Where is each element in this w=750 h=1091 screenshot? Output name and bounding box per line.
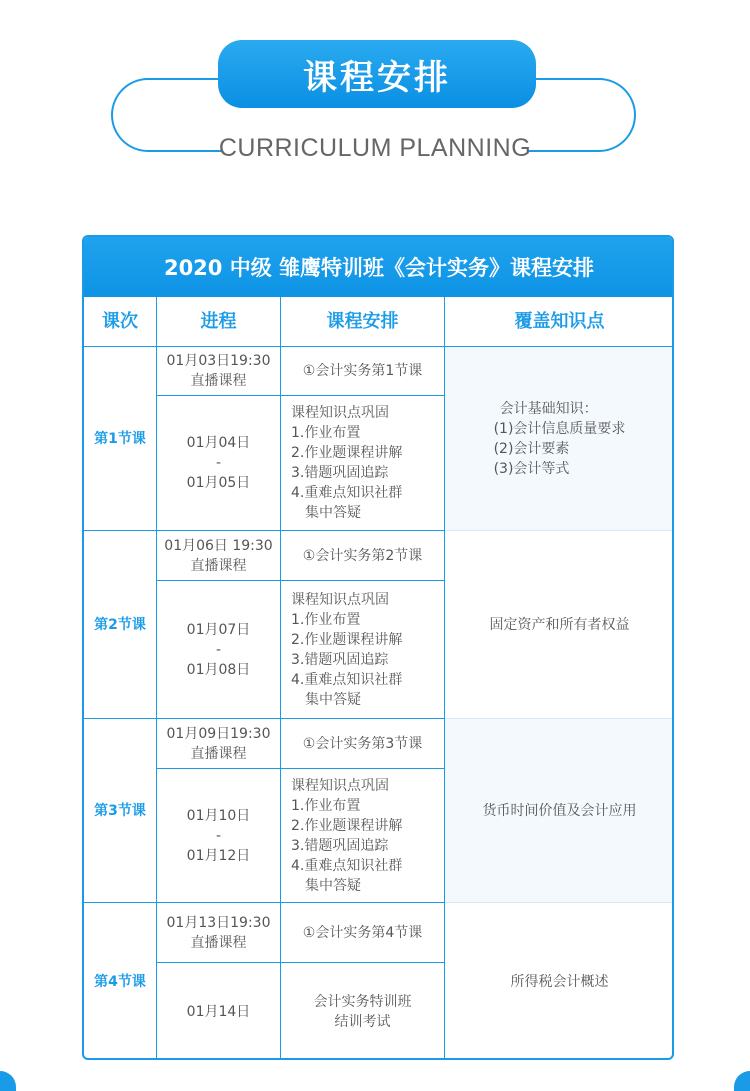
coverage: 货币时间价值及会计应用 xyxy=(482,802,637,819)
practice-items xyxy=(281,396,444,530)
practice-items xyxy=(281,581,444,718)
practice-start: 01月10日 xyxy=(186,807,251,824)
lesson-name: 第1节课 xyxy=(94,430,146,447)
practice-item: 3.错题巩固追踪 xyxy=(291,651,389,668)
practice-item: 集中答疑 xyxy=(305,877,361,894)
live-label: 直播课程 xyxy=(190,934,247,951)
practice-sep: - xyxy=(215,641,222,658)
grid-line xyxy=(157,962,444,963)
live-date: 01月03日19:30 xyxy=(166,353,271,369)
practice-item: 2.作业题课程讲解 xyxy=(291,445,403,461)
grid-line xyxy=(157,768,444,769)
live-arrangement: ①会计实务第2节课 xyxy=(302,547,423,564)
lesson-name: 第3节课 xyxy=(94,802,146,819)
practice-item: 4.重难点知识社群 xyxy=(291,485,403,501)
coverage-item: (1)会计信息质量要求 xyxy=(493,420,626,437)
practice-date-cell xyxy=(157,396,280,530)
live-date-cell xyxy=(157,347,280,395)
grid-line xyxy=(84,530,444,531)
live-date: 01月06日 19:30 xyxy=(164,537,273,554)
grid-line xyxy=(444,297,445,1060)
live-label: 直播课程 xyxy=(190,373,247,389)
grid-line xyxy=(445,530,674,531)
coverage-list xyxy=(494,399,626,479)
grid-line xyxy=(280,297,281,1060)
lesson-name: 第4节课 xyxy=(94,973,146,990)
practice-item: 课程知识点巩固 xyxy=(291,591,389,608)
practice-item: 会计实务特训班 xyxy=(313,993,412,1010)
grid-line xyxy=(156,297,157,1060)
practice-date-cell xyxy=(157,581,280,718)
column-header-coverage: 覆盖知识点 xyxy=(514,310,605,332)
practice-items xyxy=(281,769,444,902)
grid-line xyxy=(84,346,674,347)
practice-end: 01月05日 xyxy=(186,475,251,491)
column-header-progress: 进程 xyxy=(200,310,237,332)
corner-decoration-right xyxy=(734,1071,750,1091)
coverage: 固定资产和所有者权益 xyxy=(489,616,630,633)
live-label: 直播课程 xyxy=(190,557,247,574)
coverage: 所得税会计概述 xyxy=(510,973,609,990)
practice-item: 集中答疑 xyxy=(305,505,361,521)
live-date: 01月09日19:30 xyxy=(166,725,271,742)
live-arrangement: ①会计实务第1节课 xyxy=(302,363,423,379)
grid-line xyxy=(84,902,444,903)
practice-item: 结训考试 xyxy=(334,1013,391,1030)
practice-item: 4.重难点知识社群 xyxy=(291,857,403,874)
grid-line xyxy=(445,718,674,719)
coverage-item: (2)会计要素 xyxy=(493,440,570,457)
practice-date: 01月14日 xyxy=(186,1003,251,1020)
practice-item: 1.作业布置 xyxy=(291,425,361,441)
page-subtitle: CURRICULUM PLANNING xyxy=(218,134,532,162)
practice-item: 课程知识点巩固 xyxy=(291,777,389,794)
practice-sep: - xyxy=(215,827,222,844)
practice-sep: - xyxy=(215,455,222,471)
coverage-item: (3)会计等式 xyxy=(493,460,570,477)
practice-item: 2.作业题课程讲解 xyxy=(291,817,403,834)
grid-line xyxy=(157,580,444,581)
table-title: 2020 中级 雏鹰特训班《会计实务》课程安排 xyxy=(84,237,674,297)
coverage-title: 会计基础知识： xyxy=(499,400,598,417)
column-header-arrangement: 课程安排 xyxy=(326,310,399,332)
practice-item: 3.错题巩固追踪 xyxy=(291,837,389,854)
practice-end: 01月08日 xyxy=(186,661,251,678)
live-date-cell xyxy=(157,531,280,580)
live-arrangement: ①会计实务第3节课 xyxy=(302,735,423,752)
grid-line xyxy=(445,902,674,903)
practice-item: 4.重难点知识社群 xyxy=(291,671,403,688)
practice-item: 课程知识点巩固 xyxy=(291,405,389,421)
practice-item: 2.作业题课程讲解 xyxy=(291,631,403,648)
practice-date-cell xyxy=(157,769,280,902)
live-label: 直播课程 xyxy=(190,745,247,762)
practice-end: 01月12日 xyxy=(186,847,251,864)
live-date-cell xyxy=(157,719,280,768)
practice-item: 1.作业布置 xyxy=(291,611,361,628)
grid-line xyxy=(84,718,444,719)
live-arrangement: ①会计实务第4节课 xyxy=(302,924,423,941)
header-frame-line-left xyxy=(148,150,190,152)
corner-decoration-left xyxy=(0,1071,16,1091)
column-header-lesson: 课次 xyxy=(102,310,138,332)
practice-items xyxy=(281,963,444,1060)
live-date-cell xyxy=(157,903,280,962)
practice-item: 1.作业布置 xyxy=(291,797,361,814)
lesson-name: 第2节课 xyxy=(94,616,146,633)
practice-item: 集中答疑 xyxy=(305,691,361,708)
practice-item: 3.错题巩固追踪 xyxy=(291,465,389,481)
table-grid xyxy=(84,297,674,1060)
grid-line xyxy=(157,395,444,396)
practice-start: 01月07日 xyxy=(186,621,251,638)
coverage-cell xyxy=(445,347,674,530)
header-frame-line-right xyxy=(555,150,597,152)
live-date: 01月13日19:30 xyxy=(166,914,271,931)
schedule-table xyxy=(82,235,674,1060)
practice-start: 01月04日 xyxy=(186,435,251,451)
page-title: 课程安排 xyxy=(218,40,536,108)
